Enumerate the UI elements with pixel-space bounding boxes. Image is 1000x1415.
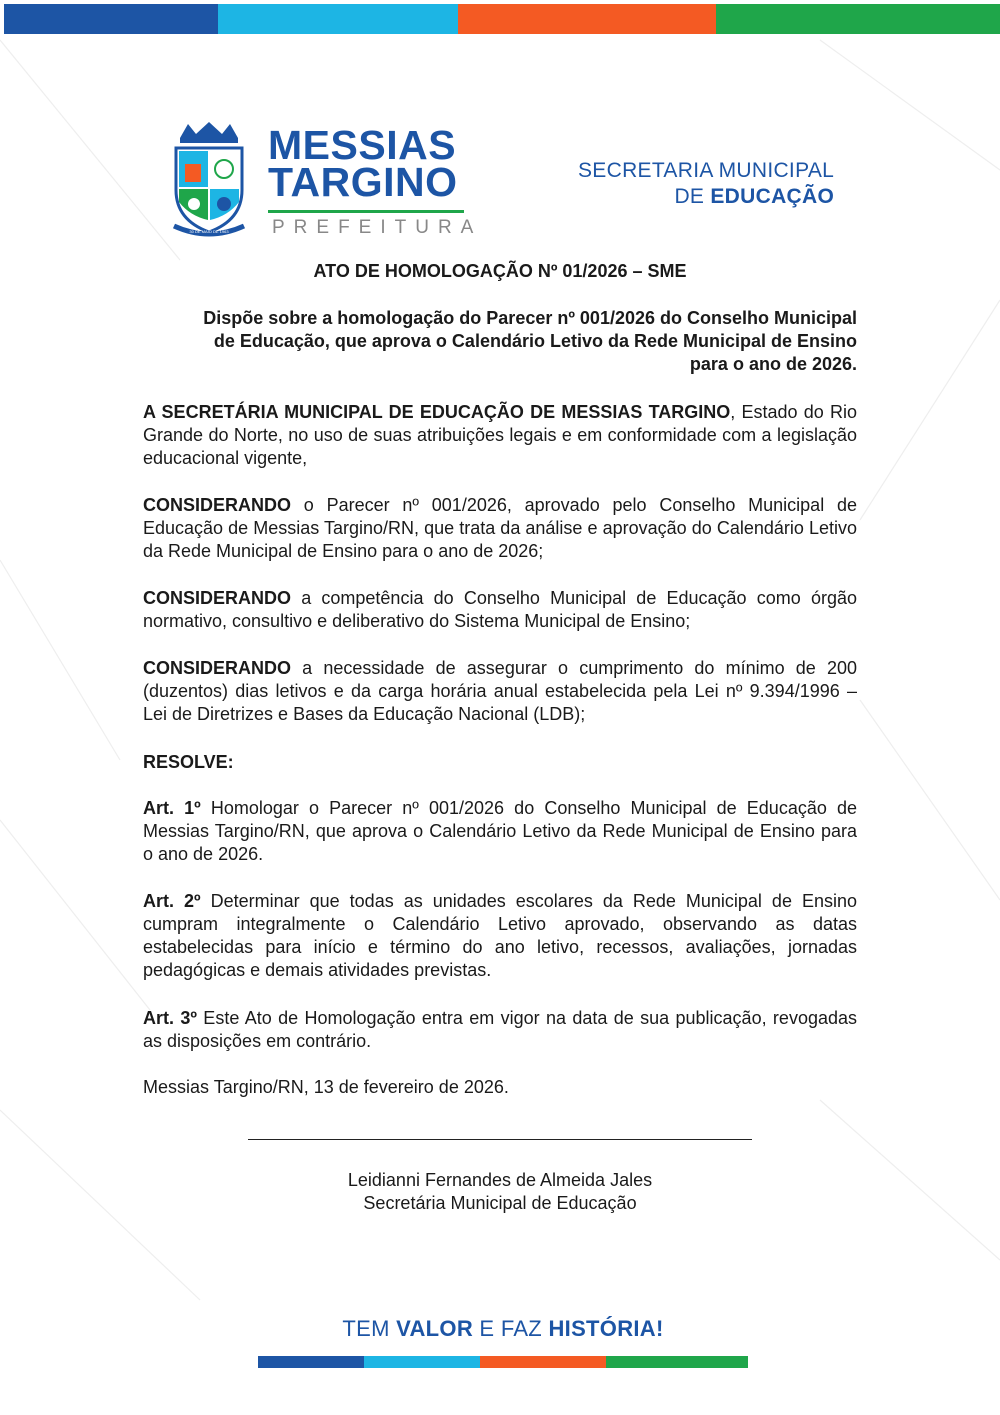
considerando-3-text: a necessidade de assegurar o cumprimento do mínimo de 200 (duzentos) dias letivos e da carga horária anual estabelecida pela Lei nº 9.394/1996 – Lei de Diretrizes e Bases da Educação Nacional (LDB); xyxy=(143,658,857,724)
article-2 xyxy=(143,890,857,982)
bottom-color-bar xyxy=(258,1356,748,1368)
top-bar-cyan xyxy=(218,4,458,34)
preamble xyxy=(143,401,857,470)
considerando-2-text: a competência do Conselho Municipal de Educação como órgão normativo, consultivo e deliberativo do Sistema Municipal de Ensino; xyxy=(143,588,857,631)
top-bar-orange xyxy=(458,4,716,34)
article-3-label: Art. 3º xyxy=(143,1008,197,1028)
bottom-bar-navy xyxy=(258,1356,364,1368)
article-2-label: Art. 2º xyxy=(143,891,201,911)
secretaria-line2-bold: EDUCAÇÃO xyxy=(710,185,835,208)
considerando-label: CONSIDERANDO xyxy=(143,588,292,608)
bottom-bar-green xyxy=(606,1356,748,1368)
footer-slogan xyxy=(258,1316,748,1342)
logo-name-line1: MESSIAS xyxy=(268,122,457,168)
considerando-1-text: o Parecer nº 001/2026, aprovado pelo Conselho Municipal de Educação de Messias Targino/RN, que trata da análise e aprovação do Calendário Letivo da Rede Municipal de Ensino para o ano de 2026; xyxy=(143,495,857,561)
place-date: Messias Targino/RN, 13 de fevereiro de 2026. xyxy=(143,1077,509,1097)
slogan-prefix: TEM xyxy=(342,1316,397,1341)
secretaria-line2-prefix: DE xyxy=(674,185,711,208)
considerando-1 xyxy=(143,494,857,563)
signatory-name: Leidianni Fernandes de Almeida Jales xyxy=(347,1170,653,1190)
article-1-label: Art. 1º xyxy=(143,798,201,818)
logo-subtitle: PREFEITURA xyxy=(272,217,483,238)
slogan-bold-valor: VALOR xyxy=(396,1316,474,1341)
article-1 xyxy=(143,797,857,866)
logo-wordmark xyxy=(268,122,468,205)
bottom-bar-cyan xyxy=(364,1356,480,1368)
logo-name-line2: TARGINO xyxy=(268,159,458,205)
considerando-3 xyxy=(143,657,857,726)
resolve-label: RESOLVE: xyxy=(143,752,234,772)
top-color-bar xyxy=(4,4,1000,34)
preamble-bold: A SECRETÁRIA MUNICIPAL DE EDUCAÇÃO DE MESSIAS TARGINO xyxy=(143,402,731,422)
preamble-text: , Estado do Rio Grande do Norte, no uso de suas atribuições legais e em conformidade com a legislação educacional vigente, xyxy=(143,402,858,468)
slogan-mid: E FAZ xyxy=(473,1316,549,1341)
slogan-bold-historia: HISTÓRIA! xyxy=(548,1316,664,1341)
article-2-text: Determinar que todas as unidades escolares da Rede Municipal de Ensino cumpram integralmente o Calendário Letivo aprovado, observando as datas estabelecidas para início e término do ano letivo, recessos, avaliações, jornadas pedagógicas e demais atividades previstas. xyxy=(143,891,857,980)
crest-motto: 30 DE MAIO DE 1963 xyxy=(189,229,229,234)
top-bar-green xyxy=(716,4,1000,34)
top-bar-navy xyxy=(4,4,218,34)
logo-divider xyxy=(268,210,464,213)
considerando-label: CONSIDERANDO xyxy=(143,495,292,515)
resolve-heading xyxy=(143,751,857,774)
signatory-role: Secretária Municipal de Educação xyxy=(363,1193,637,1213)
secretaria-line1: SECRETARIA MUNICIPAL xyxy=(578,159,835,182)
considerando-label: CONSIDERANDO xyxy=(143,658,292,678)
document-title: ATO DE HOMOLOGAÇÃO Nº 01/2026 – SME xyxy=(313,261,687,281)
article-1-text: Homologar o Parecer nº 001/2026 do Conselho Municipal de Educação de Messias Targino/RN, que aprova o Calendário Letivo da Rede Municipal de Ensino para o ano de 2026. xyxy=(143,798,857,864)
article-3-text: Este Ato de Homologação entra em vigor na data de sua publicação, revogadas as disposições em contrário. xyxy=(143,1008,857,1051)
considerando-2 xyxy=(143,587,857,633)
municipal-crest-icon xyxy=(170,120,248,238)
bottom-bar-orange xyxy=(480,1356,606,1368)
signature-line xyxy=(248,1139,752,1140)
article-3 xyxy=(143,1007,857,1053)
secretaria-line2 xyxy=(578,184,834,210)
secretaria-header xyxy=(578,158,834,210)
document-summary: Dispõe sobre a homologação do Parecer nº 001/2026 do Conselho Municipal de Educação, que aprova o Calendário Letivo da Rede Municipal de Ensino para o ano de 2026. xyxy=(203,308,857,374)
